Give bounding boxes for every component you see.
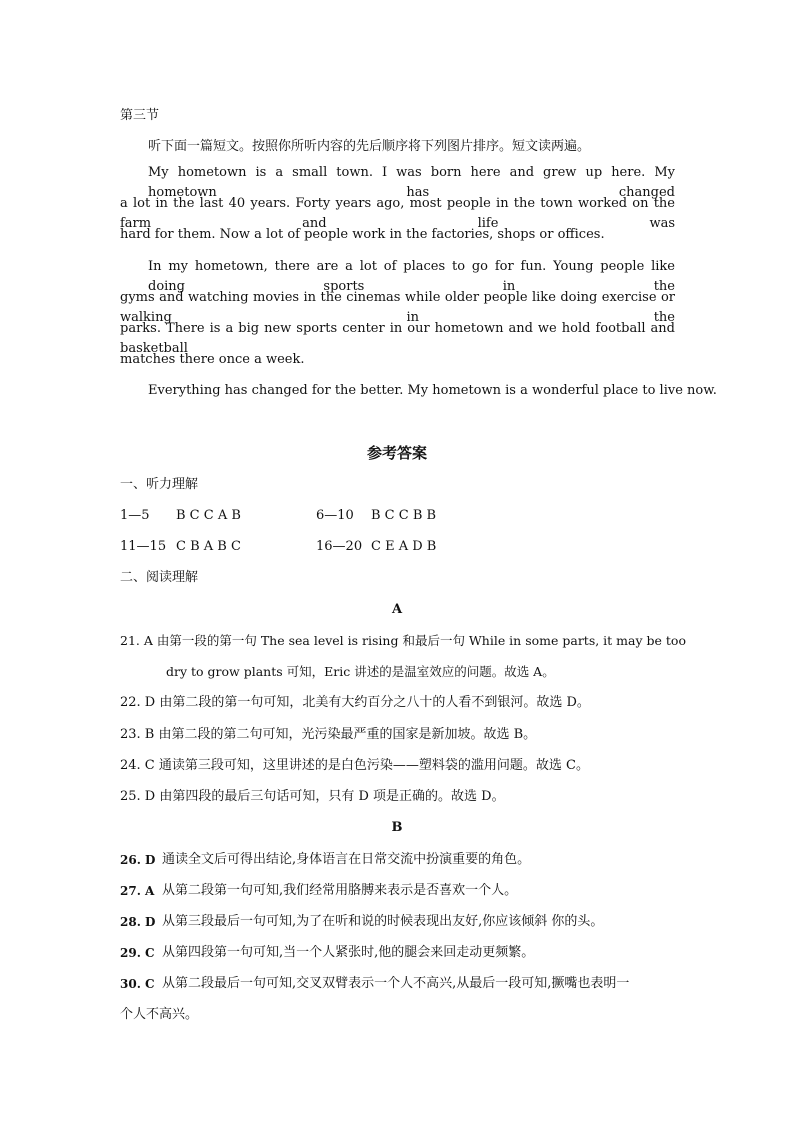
instruction-text: 听下面一篇短文。按照你所听内容的先后顺序将下列图片排序。短文读两遍。 (148, 139, 591, 154)
answer-item: 25. D 由第四段的最后三句话可知，只有 D 项是正确的。故选 D。 (120, 789, 505, 804)
answer-text: 从第二段第一句可知,我们经常用胳膊来表示是否喜欢一个人。 (162, 883, 518, 898)
answer-text-continuation: 个人不高兴。 (120, 1007, 199, 1022)
answer-number: 30. C (120, 977, 155, 991)
passage-line: Everything has changed for the better. My hometown is a wonderful place to live now. (148, 383, 717, 398)
answer-item-continuation: dry to grow plants 可知，Eric 讲述的是温室效应的问题。故选 A。 (166, 664, 555, 679)
passage-line: In my hometown, there are a lot of places to go for fun. Young people like doing sports in the (148, 259, 675, 294)
answer-list: B C C A B (176, 508, 241, 523)
answer-number: 28. D (120, 915, 156, 929)
answer-text: 通读全文后可得出结论,身体语言在日常交流中扮演重要的角色。 (162, 852, 531, 867)
answer-text: 从第四段第一句可知,当一个人紧张时,他的腿会来回走动更频繁。 (162, 945, 535, 960)
passage-line: hard for them. Now a lot of people work in the factories, shops or offices. (120, 227, 605, 242)
passage-line: gyms and watching movies in the cinemas while older people like doing exercise or walking in the (120, 290, 675, 325)
answer-number: 26. D (120, 853, 156, 867)
section-heading: 第三节 (120, 108, 160, 123)
answer-number: 29. C (120, 946, 155, 960)
answer-range: 6—10 (316, 508, 354, 523)
passage-line: a lot in the last 40 years. Forty years ago, most people in the town worked on the farm and life was (120, 196, 675, 231)
answer-range: 16—20 (316, 539, 363, 554)
answer-item: 24. C 通读第三段可知，这里讲述的是白色污染——塑料袋的滥用问题。故选 C。 (120, 758, 589, 773)
answer-item: 21. A 由第一段的第一句 The sea level is rising 和最后一句 While in some parts, it may be too (120, 633, 686, 648)
answer-number: 27. A (120, 884, 155, 898)
answer-list: C E A D B (371, 539, 437, 554)
part-heading: 一、听力理解 (120, 477, 199, 492)
answer-text: 从第二段最后一句可知,交叉双臂表示一个人不高兴,从最后一段可知,撅嘴也表明一 (162, 976, 630, 991)
passage-line: My hometown is a small town. I was born here and grew up here. My hometown has changed (148, 165, 675, 200)
section-label: B (391, 820, 403, 835)
passage-line: matches there once a week. (120, 352, 305, 367)
answer-item: 23. B 由第二段的第二句可知，光污染最严重的国家是新加坡。故选 B。 (120, 727, 537, 742)
answer-range: 11—15 (120, 539, 167, 554)
answer-list: B C C B B (371, 508, 437, 523)
answer-text: 从第三段最后一句可知,为了在听和说的时候表现出友好,你应该倾斜 你的头。 (162, 914, 604, 929)
passage-line: parks. There is a big new sports center in our hometown and we hold football and basketball (120, 321, 675, 356)
answer-item: 22. D 由第二段的第一句可知，北美有大约百分之八十的人看不到银河。故选 D。 (120, 695, 590, 710)
answers-title: 参考答案 (366, 444, 427, 462)
section-label: A (391, 602, 403, 617)
answer-list: C B A B C (176, 539, 241, 554)
part-heading: 二、阅读理解 (120, 570, 199, 585)
answer-range: 1—5 (120, 508, 150, 523)
